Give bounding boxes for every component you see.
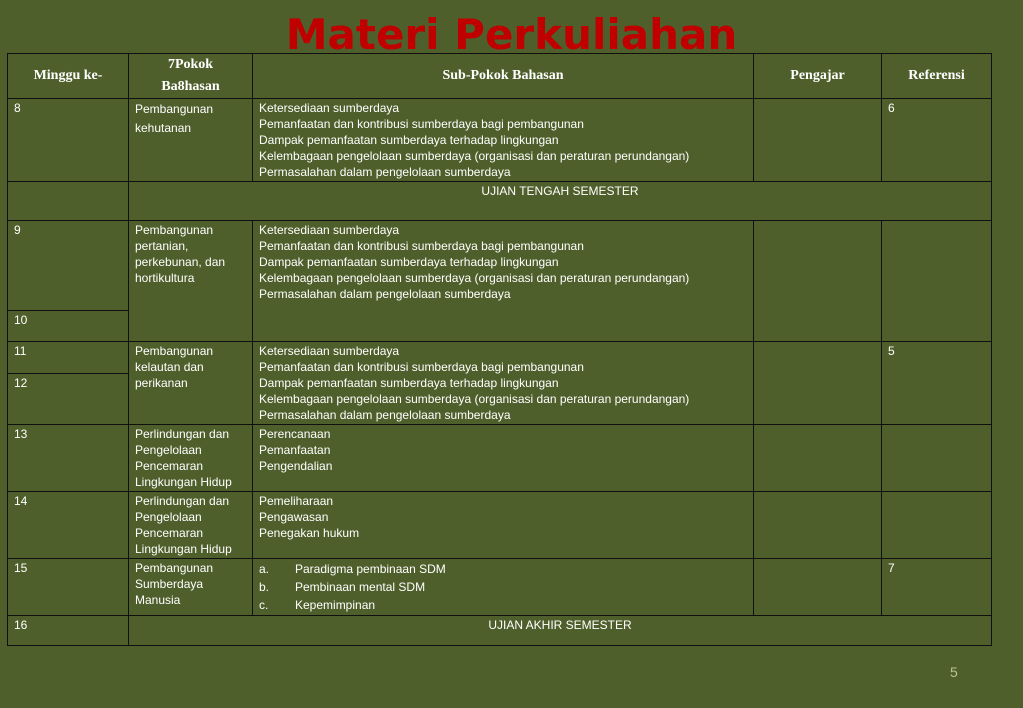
week-cell: 11 <box>8 342 129 374</box>
referensi-cell <box>882 492 992 559</box>
week-cell: 12 <box>8 373 129 424</box>
pengajar-cell <box>754 99 882 182</box>
list-marker: a. <box>259 562 270 576</box>
week-cell: 13 <box>8 425 129 492</box>
subtopic-item: Kelembagaan pengelolaan sumberdaya (organisasi dan peraturan perundangan) <box>259 149 690 163</box>
pengajar-cell <box>754 492 882 559</box>
week-cell: 14 <box>8 492 129 559</box>
table-row <box>8 221 992 311</box>
subtopic-item: Dampak pemanfaatan sumberdaya terhadap lingkungan <box>259 376 559 390</box>
subtopic-item: Kelembagaan pengelolaan sumberdaya (organisasi dan peraturan perundangan) <box>259 392 690 406</box>
subtopic-item: Ketersediaan sumberdaya <box>259 101 400 115</box>
header-pokok-bahasan <box>129 54 253 99</box>
week-cell <box>8 182 129 221</box>
subtopic-item: Kelembagaan pengelolaan sumberdaya (organisasi dan peraturan perundangan) <box>259 271 690 285</box>
subtopic-item: Permasalahan dalam pengelolaan sumberdaya <box>259 287 511 301</box>
week-cell: 8 <box>8 99 129 182</box>
pengajar-cell <box>754 342 882 425</box>
subtopic-item: Permasalahan dalam pengelolaan sumberdaya <box>259 408 511 422</box>
pengajar-cell <box>754 425 882 492</box>
header-minggu: Minggu ke- <box>8 54 129 99</box>
pengajar-cell <box>754 559 882 616</box>
subtopics-cell <box>253 559 754 616</box>
list-item <box>259 578 747 596</box>
page-number: 5 <box>950 664 958 680</box>
table-row <box>8 342 992 374</box>
header-referensi: Referensi <box>882 54 992 99</box>
header-row <box>8 54 992 99</box>
topic-text: Pembangunan kehutanan <box>135 102 214 135</box>
subtopics-cell <box>253 425 754 492</box>
subtopic-item: Pemanfaatan dan kontribusi sumberdaya bagi pembangunan <box>259 360 584 374</box>
list-marker: b. <box>259 580 270 594</box>
subtopic-item: Pengendalian <box>259 459 333 473</box>
table-row <box>8 182 992 221</box>
subtopic-item: Ketersediaan sumberdaya <box>259 223 400 237</box>
table-row <box>8 425 992 492</box>
subtopic-item: Pemanfaatan dan kontribusi sumberdaya bagi pembangunan <box>259 239 584 253</box>
subtopics-cell <box>253 492 754 559</box>
topic-cell: Perlindungan dan Pengelolaan Pencemaran Lingkungan Hidup <box>129 425 253 492</box>
subtopic-item: Perencanaan <box>259 427 331 441</box>
subtopics-cell <box>253 221 754 342</box>
header-pokok-line1: 7Pokok <box>167 57 214 72</box>
header-sub-pokok: Sub-Pokok Bahasan <box>253 54 754 99</box>
list-item <box>259 560 747 578</box>
subtopic-item: Dampak pemanfaatan sumberdaya terhadap lingkungan <box>259 133 559 147</box>
page-title: Materi Perkuliahan <box>285 10 738 50</box>
course-schedule-table <box>7 53 992 646</box>
topic-cell: Pembangunan pertanian, perkebunan, dan hortikultura <box>129 221 253 342</box>
subtopic-item: Pemanfaatan dan kontribusi sumberdaya bagi pembangunan <box>259 117 584 131</box>
exam-cell: UJIAN TENGAH SEMESTER <box>129 182 992 221</box>
subtopic-item: Pengawasan <box>259 510 329 524</box>
subtopic-list <box>259 560 747 614</box>
subtopic-item: Pemeliharaan <box>259 494 334 508</box>
referensi-cell: 6 <box>882 99 992 182</box>
table-row <box>8 492 992 559</box>
topic-cell: Pembangunan kelautan dan perikanan <box>129 342 253 425</box>
week-cell: 9 <box>8 221 129 311</box>
week-cell: 16 <box>8 616 129 646</box>
subtopic-item: Penegakan hukum <box>259 526 360 540</box>
subtopic-item: Ketersediaan sumberdaya <box>259 344 400 358</box>
list-marker: c. <box>259 598 269 612</box>
week-cell: 10 <box>8 311 129 342</box>
subtopic-item: Dampak pemanfaatan sumberdaya terhadap lingkungan <box>259 255 559 269</box>
topic-cell <box>129 99 253 182</box>
table-row <box>8 559 992 616</box>
referensi-cell <box>882 221 992 342</box>
subtopic-item: Permasalahan dalam pengelolaan sumberdaya <box>259 165 511 179</box>
referensi-cell <box>882 425 992 492</box>
subtopics-cell <box>253 99 754 182</box>
subtopic-item: Pemanfaatan <box>259 443 331 457</box>
header-pokok-line2: Ba8hasan <box>161 79 220 94</box>
referensi-cell: 5 <box>882 342 992 425</box>
table-row <box>8 616 992 646</box>
subtopic-item: Paradigma pembinaan SDM <box>295 562 446 576</box>
topic-cell: Perlindungan dan Pengelolaan Pencemaran Lingkungan Hidup <box>129 492 253 559</box>
referensi-cell: 7 <box>882 559 992 616</box>
subtopic-item: Kepemimpinan <box>295 598 376 612</box>
week-cell: 15 <box>8 559 129 616</box>
exam-cell: UJIAN AKHIR SEMESTER <box>129 616 992 646</box>
table-row <box>8 99 992 182</box>
subtopic-item: Pembinaan mental SDM <box>295 580 426 594</box>
pengajar-cell <box>754 221 882 342</box>
header-pengajar: Pengajar <box>754 54 882 99</box>
subtopics-cell <box>253 342 754 425</box>
list-item <box>259 596 747 614</box>
topic-cell: Pembangunan Sumberdaya Manusia <box>129 559 253 616</box>
